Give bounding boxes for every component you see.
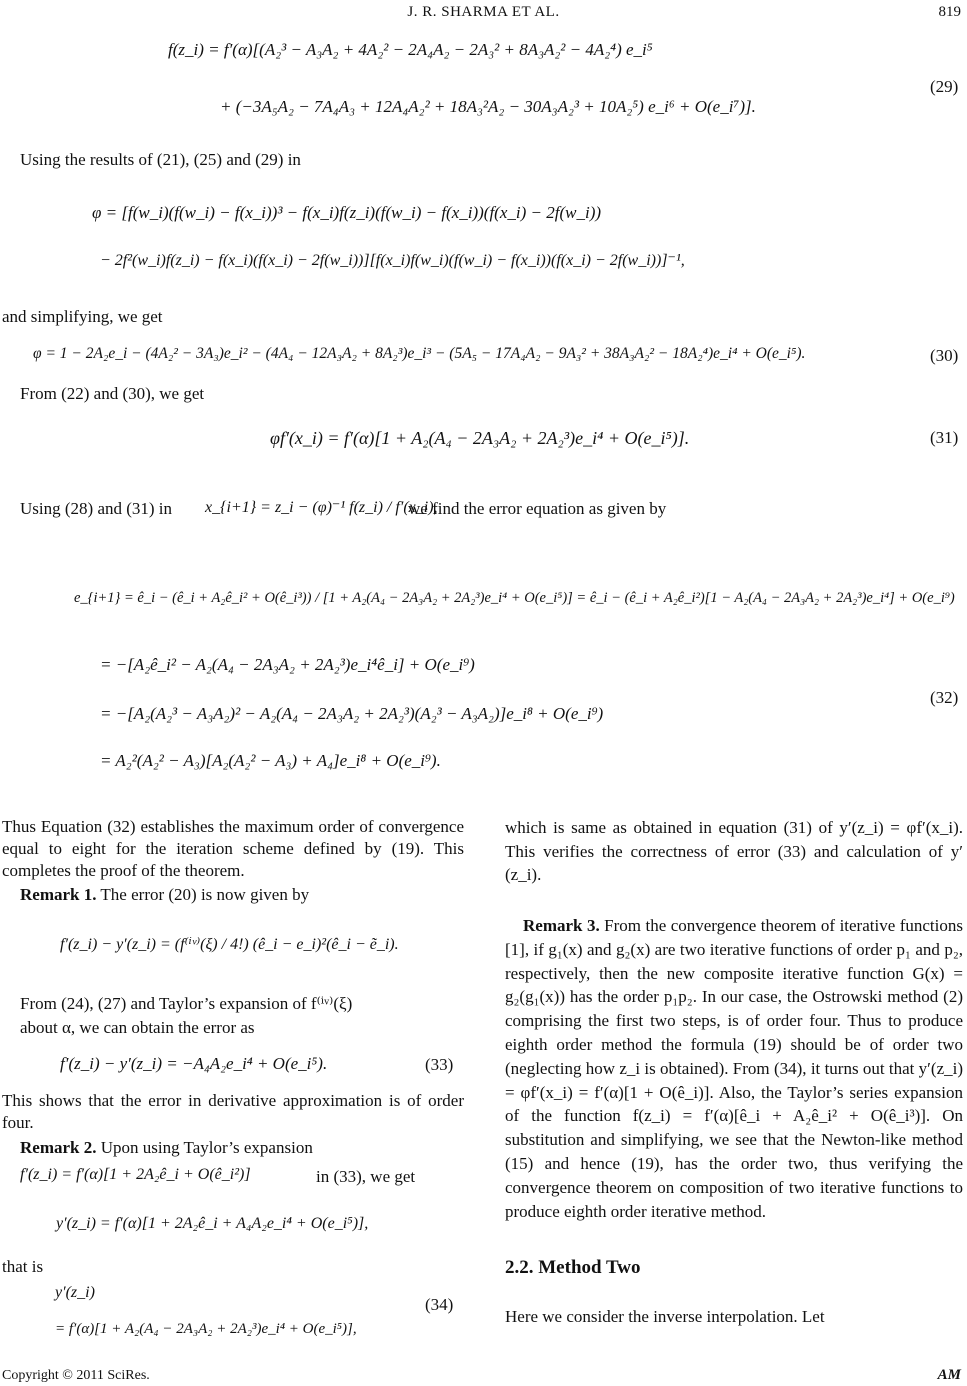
equation-34-number: (34)	[425, 1295, 454, 1314]
equation-32-line4: = A₂²(A₂² − A₃)[A₂(A₂² − A₃) + A₄]e_i⁸ + O(e_i⁹).	[100, 751, 441, 770]
equation-29-line1: f(z_i) = f′(α)[(A₂³ − A₃A₂ + 4A₂² − 2A₄A₂ − 2A₃² + 8A₃A₂² − 4A₂⁴) e_i⁵	[168, 40, 653, 59]
inline-iteration-formula: x_{i+1} = z_i − (φ)⁻¹ f(z_i) / f′(x_i),	[205, 499, 438, 516]
equation-34-rhs: = f′(α)[1 + A₂(A₄ − 2A₃A₂ + 2A₂³)e_i⁴ + O(e_i⁵)],	[55, 1321, 357, 1337]
equation-29-line2: + (−3A₅A₂ − 7A₄A₃ + 12A₄A₂² + 18A₃²A₂ − 30A₃A₂³ + 10A₂⁵) e_i⁶ + O(e_i⁷)].	[220, 97, 756, 116]
phi-equation-line2: − 2f²(w_i)f(z_i) − f(x_i)(f(x_i) − 2f(w_i))][f(x_i)f(w_i)(f(w_i) − f(x_i))(f(x_i) − 2f(w_i))]⁻¹,	[100, 252, 685, 269]
remark-2-text: Upon using Taylor’s expansion	[96, 1138, 313, 1157]
journal-abbreviation: AM	[937, 1367, 961, 1383]
equation-30-number: (30)	[930, 346, 959, 365]
running-header: J. R. SHARMA ET AL.	[407, 4, 560, 20]
equation-32-line1: e_{i+1} = ê_i − (ê_i + A₂ê_i² + O(ê_i³)) / [1 + A₂(A₄ − 2A₃A₂ + 2A₂³)e_i⁴ + O(e_i⁵)] = ê_i − (ê_i + A₂ê_i²)[1 − A₂(A₄ − 2A₃A₂ + 2A₂³)e_i⁴] + O(e_i⁹)	[74, 590, 955, 606]
equation-y-prime: y′(z_i) = f′(α)[1 + 2A₂ê_i + A₄A₂e_i⁴ + O(e_i⁵)],	[56, 1215, 369, 1232]
paragraph-simplifying: and simplifying, we get	[2, 307, 163, 326]
equation-remark-1: f′(z_i) − y′(z_i) = (f⁽ⁱᵛ⁾(ξ) / 4!) (ê_i − e_i)²(ê_i − ẽ_i).	[60, 936, 399, 953]
remark-1-label: Remark 1.	[20, 885, 97, 904]
equation-32-line2: = −[A₂ê_i² − A₂(A₄ − 2A₃A₂ + 2A₂³)e_i⁴ê_i] + O(e_i⁹)	[100, 655, 475, 674]
equation-33-number: (33)	[425, 1055, 454, 1074]
equation-32-number: (32)	[930, 688, 959, 707]
paragraph-using-results: Using the results of (21), (25) and (29) in	[20, 150, 301, 169]
paragraph-conclusion: Thus Equation (32) establishes the maximum order of convergence equal to eight for the iteration scheme defined by (19). This completes the proof of the theorem.	[2, 817, 464, 880]
page-number: 819	[938, 4, 961, 20]
remark-3-text: From the convergence theorem of iterative functions [1], if g₁(x) and g₂(x) are two iterative functions of order p₁ and p₂, respectively, then the new composite iterative function G(x) = g₂(g₁(x)) has the order p₁p₂. In our case, the Ostrowski method (2) comprising the first two steps, is of order four. Thus to produce eighth order method the formula (19) should be of order two (neglecting how z_i is obtained). From (34), it turns out that y′(z_i) = φf′(x_i) = f′(α)[1 + O(ê_i)]. Also, the Taylor’s series expansion of the function f(z_i) = f′(α)[ê_i + A₂ê_i² + O(ê_i³)]. On substitution and simplifying, we see that the Newton-like method (15) and hence (19), has the order two, thus verifying the convergence theorem on composition of two iterative functions to produce eighth order iterative method.	[505, 916, 963, 1221]
paragraph-derivative-order: This shows that the error in derivative approximation is of order four.	[2, 1091, 464, 1132]
copyright-notice: Copyright © 2011 SciRes.	[2, 1368, 150, 1383]
equation-30: φ = 1 − 2A₂e_i − (4A₂² − 3A₃)e_i² − (4A₄ − 12A₃A₂ + 8A₂³)e_i³ − (5A₅ − 17A₄A₂ − 9A₃² + 38A₃A₂² − 18A₂⁴)e_i⁴ + O(e_i⁵).	[33, 345, 806, 362]
paragraph-from-22-30: From (22) and (30), we get	[20, 384, 205, 403]
remark-2-label: Remark 2.	[20, 1138, 97, 1157]
remark-1	[20, 884, 309, 906]
paragraph-that-is: that is	[2, 1257, 44, 1276]
remark-2-tail: in (33), we get	[316, 1167, 416, 1186]
paragraph-about-alpha: about α, we can obtain the error as	[20, 1018, 255, 1037]
equation-29-number: (29)	[930, 77, 959, 96]
remark-3	[505, 914, 963, 1223]
equation-31: φf′(x_i) = f′(α)[1 + A₂(A₄ − 2A₃A₂ + 2A₂³)e_i⁴ + O(e_i⁵)].	[270, 428, 690, 448]
paragraph-error-equation: we find the error equation as given by	[408, 499, 667, 518]
equation-remark-2: f′(z_i) = f′(α)[1 + 2A₂ê_i + O(ê_i²)]	[20, 1166, 251, 1183]
section-title-method-two: 2.2. Method Two	[505, 1257, 641, 1278]
equation-33: f′(z_i) − y′(z_i) = −A₄A₂e_i⁴ + O(e_i⁵).	[60, 1054, 328, 1073]
paragraph-same-as-31: which is same as obtained in equation (31) of y′(z_i) = φf′(x_i). This verifies the correctness of error (33) and calculation of y′(z_i).	[505, 818, 963, 884]
equation-34-lhs: y′(z_i)	[55, 1284, 95, 1301]
remark-1-text: The error (20) is now given by	[96, 885, 310, 904]
paragraph-inverse-interpolation: Here we consider the inverse interpolation. Let	[505, 1307, 825, 1326]
paragraph-using-28-31: Using (28) and (31) in	[20, 499, 173, 518]
paragraph-taylor-expansion: From (24), (27) and Taylor’s expansion of f⁽ⁱᵛ⁾(ξ)	[20, 994, 353, 1013]
remark-3-label: Remark 3.	[523, 916, 600, 935]
equation-31-number: (31)	[930, 428, 959, 447]
phi-equation-line1: φ = [f(w_i)(f(w_i) − f(x_i))³ − f(x_i)f(z_i)(f(w_i) − f(x_i))(f(x_i) − 2f(w_i))	[92, 203, 602, 222]
remark-2	[20, 1137, 313, 1159]
equation-32-line3: = −[A₂(A₂³ − A₃A₂)² − A₂(A₄ − 2A₃A₂ + 2A₂³)(A₂³ − A₃A₂)]e_i⁸ + O(e_i⁹)	[100, 704, 604, 723]
